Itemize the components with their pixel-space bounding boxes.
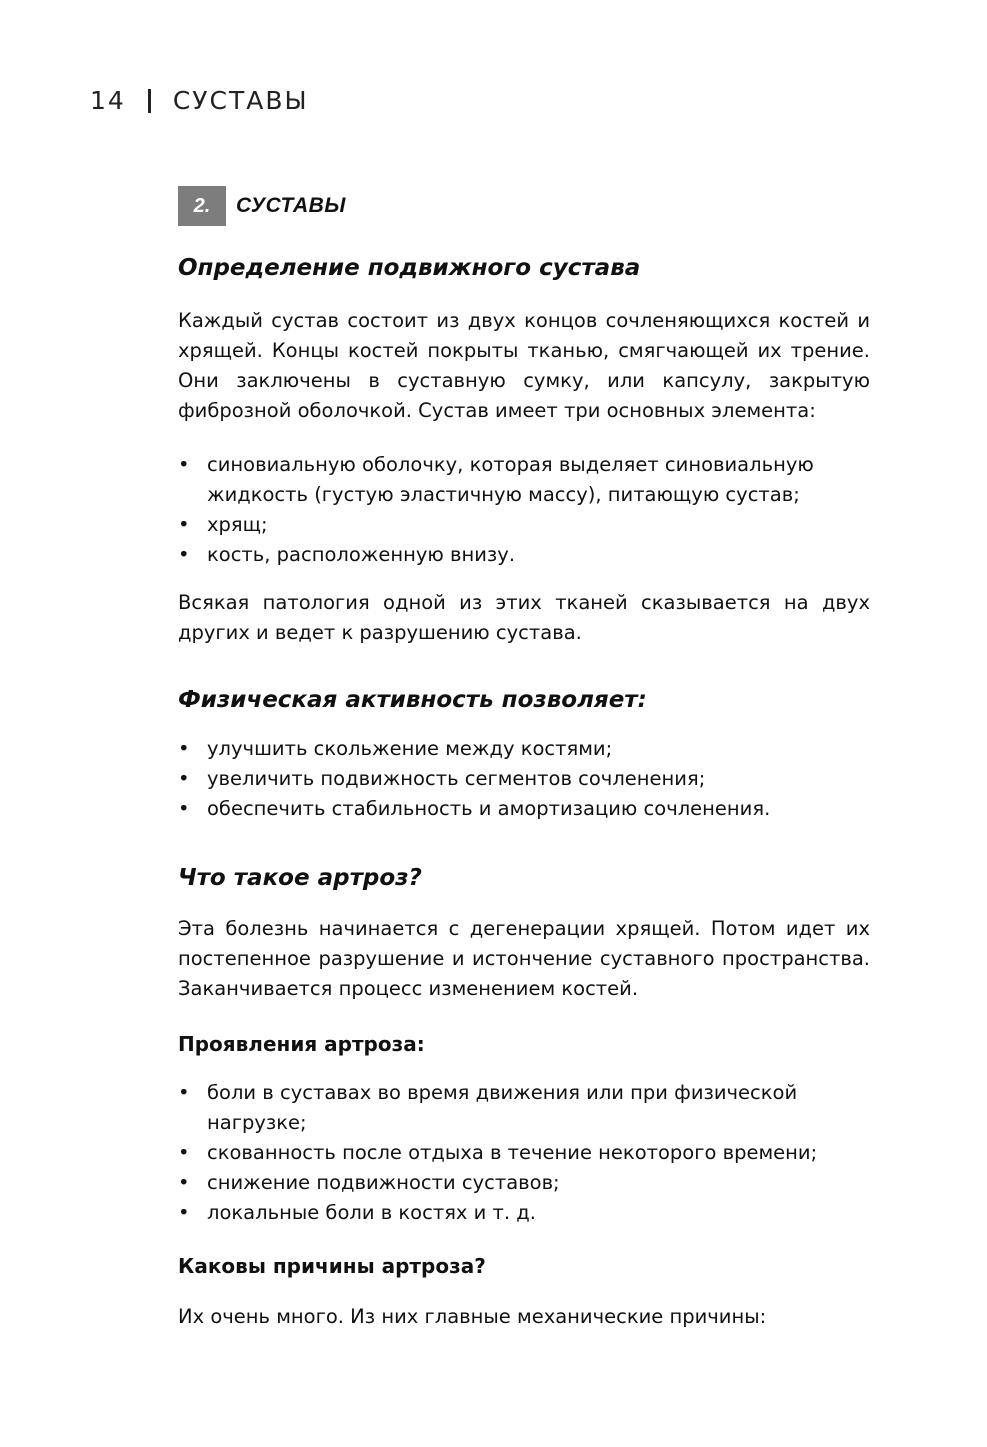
list-item: • синовиальную оболочку, которая выделяет синовиальную жидкость (густую эластичную массу), питающую сустав; bbox=[178, 450, 828, 510]
paragraph-causes: Их очень много. Из них главные механические причины: bbox=[178, 1305, 767, 1328]
paragraph-arthrosis: Эта болезнь начинается с дегенерации хрящей. Потом идет их постепенное разрушение и истончение суставного пространства. Заканчивается процесс изменением костей. bbox=[178, 917, 870, 1000]
list-item: • кость, расположенную внизу. bbox=[178, 540, 828, 570]
bullet: • bbox=[178, 1141, 190, 1164]
list-item: • боли в суставах во время движения или при физической нагрузке; bbox=[178, 1078, 838, 1138]
bullet: • bbox=[178, 543, 190, 566]
section-heading-definition: Определение подвижного сустава bbox=[178, 255, 641, 281]
bullet: • bbox=[178, 453, 190, 476]
bullet: • bbox=[178, 737, 190, 760]
list-item: • скованность после отдыха в течение некоторого времени; bbox=[178, 1138, 838, 1168]
list-item: • увеличить подвижность сегментов сочленения; bbox=[178, 764, 870, 794]
subheading-symptoms: Проявления артроза: bbox=[178, 1032, 425, 1056]
page-number: 14 bbox=[90, 86, 126, 115]
list-item: • хрящ; bbox=[178, 510, 828, 540]
list-item: • обеспечить стабильность и амортизацию сочленения. bbox=[178, 794, 870, 824]
list-joint-elements bbox=[178, 450, 828, 570]
list-activity bbox=[178, 734, 870, 824]
header-separator bbox=[148, 89, 151, 113]
subheading-causes: Каковы причины артроза? bbox=[178, 1254, 486, 1278]
bullet: • bbox=[178, 513, 190, 536]
page-content bbox=[178, 250, 870, 1332]
running-head bbox=[90, 86, 309, 115]
paragraph-definition: Каждый сустав состоит из двух концов сочленяющихся костей и хрящей. Концы костей покрыты тканью, смягчающей их трение. Они заключены в суставную сумку, или капсулу, закрытую фиброзной оболочкой. Сустав имеет три основных элемента: bbox=[178, 309, 870, 422]
list-item: • улучшить скольжение между костями; bbox=[178, 734, 870, 764]
section-heading-activity: Физическая активность позволяет: bbox=[178, 687, 647, 713]
bullet: • bbox=[178, 1171, 190, 1194]
list-item: • снижение подвижности суставов; bbox=[178, 1168, 838, 1198]
section-heading-arthrosis: Что такое артроз? bbox=[178, 865, 422, 891]
bullet: • bbox=[178, 1201, 190, 1224]
list-symptoms bbox=[178, 1078, 838, 1228]
bullet: • bbox=[178, 767, 190, 790]
running-title: СУСТАВЫ bbox=[172, 86, 309, 115]
paragraph-pathology: Всякая патология одной из этих тканей сказывается на двух других и ведет к разрушению сустава. bbox=[178, 591, 870, 644]
bullet: • bbox=[178, 1081, 190, 1104]
list-item: • локальные боли в костях и т. д. bbox=[178, 1198, 838, 1228]
chapter-number-badge: 2. bbox=[178, 186, 226, 226]
chapter-title: СУСТАВЫ bbox=[236, 194, 346, 217]
chapter-heading bbox=[178, 186, 346, 226]
bullet: • bbox=[178, 797, 190, 820]
